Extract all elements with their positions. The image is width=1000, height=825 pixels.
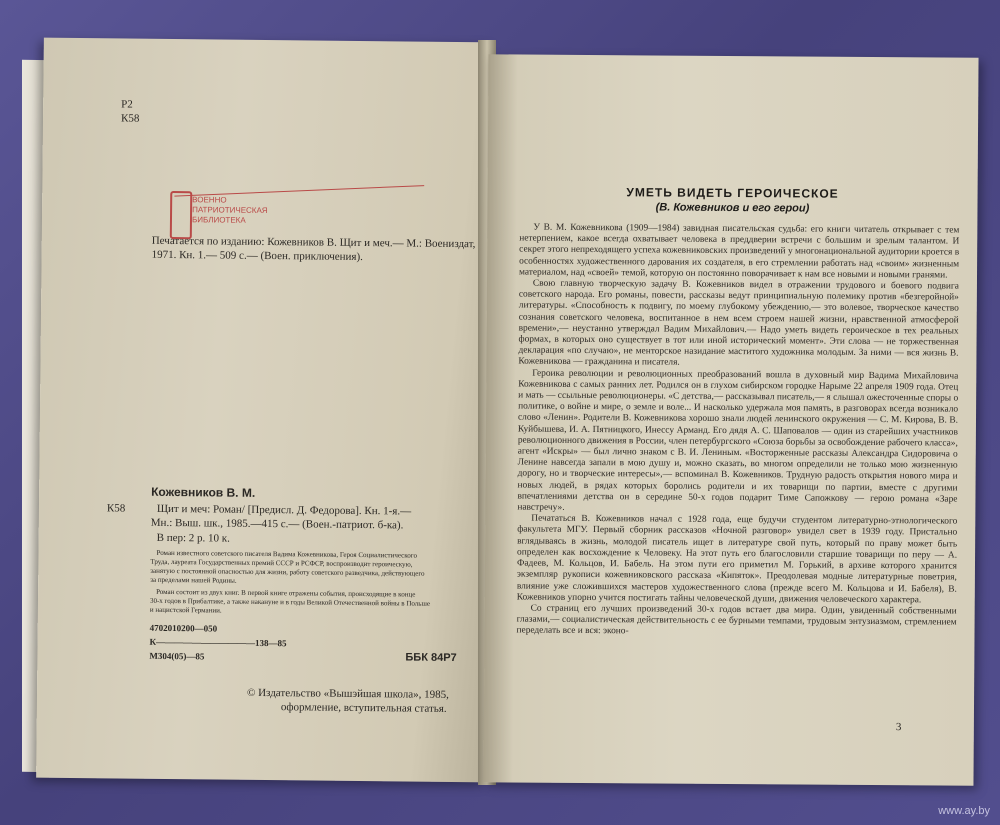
annotation-1: Роман известного советского писателя Вадима Кожевникова, Героя Социалистического: [156, 548, 418, 560]
logo-text-3: БИБЛИОТЕКА: [191, 215, 246, 225]
code-1: 4702010200—050: [149, 622, 218, 634]
annotation-5: Роман состоит из двух книг. В первой книге отражены события, происходящие в конце: [156, 587, 416, 599]
annotation-7: и нацистской Германии.: [149, 605, 222, 615]
index-code: К58: [120, 112, 140, 125]
code-3: М304(05)—85: [149, 650, 205, 662]
logo-badge-icon: [170, 191, 193, 239]
class-code: Р2: [121, 98, 133, 111]
price: В пер: 2 р. 10 к.: [156, 531, 230, 545]
paragraph-2: Свою главную творческую задачу В. Кожевников видел в отражении трудового и боевого подвига советского народа. Его романы, повести, рассказы ведут принципиальную полемику против «безгеройной» литературы. «Способность к подвигу, по моему глубокому убеждению,— это волевое, творческое качество сознания советского человека, воспитанное в нем всем строем нашей жизни, нравственной атмосферой времени»,— неустанно утверждал Вадим Михайлович.— Надо уметь видеть героическое в тех реальных формах, в которых оно существует в тот или иной исторический момент». Эти слова — не торжественная декларация «по случаю», не менторское назидание маститого художника молодым. За ними — вся жизнь В. Кожевникова — гражданина и писателя.: [518, 278, 959, 369]
paragraph-3: Героика революции и революционных преобразований вошла в духовный мир Вадима Михайловича Кожевникова с самых ранних лет. Родился он в глухом сибирском городке Нарыме 22 апреля 1909 года. Отец и мать — ссыльные революционеры. «С детства,— рассказывал писатель,— я слышал ожесточенные споры о политике, о войне и мире, о земле и воле... И насколько удержала моя память, в разговорах всегда возникало слово «Ленин». Родители В. Кожевникова хорошо знали людей ленинского окружения — С. М. Кирова, В. В. Куйбышева, И. А. Пятницкого, Инессу Арманд. Его дядя А. С. Шаповалов — один из старейших участников революционного движения в России, член петербургского «Союза борьбы за освобождение рабочего класса», агент «Искры» — был лично знаком с В. И. Лениным. «Восторженные рассказы Александра Сидоровича о Ленине навсегда запали в мою душу и, можно сказать, во многом определили не только мою жизненную дорогу, но и творческие интересы»,— вспоминал В. Кожевников. Трудную радость открытия нового мира и новых людей, в рядах которых боролись родители и их товарищи по партии, вместе с другими впечатлениями детства он в середине 50-х годов подарит Тиме Сапожкову — герою романа «Заре навстречу».: [517, 368, 959, 513]
body-text: [516, 223, 959, 641]
paragraph-4: Печататься В. Кожевников начал с 1928 года, еще будучи студентом литературно-этнологического факультета МГУ. Первый сборник рассказов «Ночной разговор» увидел свет в 1939 году. Пристально вглядываясь в жизнь, молодой писатель ищет в литературе свой путь, который по праву может быть определен как восхождение к Человеку. На этот путь его благословили старшие товарищи по перу — А. Фадеев, М. Кольцов, И. Бабель. На этом пути его приметил М. Горький, в архиве которого хранится экземпляр рукописи кожевниковского рассказа «Кипяток». Преодолевая модные литературные поветрия, влияние уже сложившихся мастеров художественного слова (прежде всего М. Кольцова и И. Бабеля), В. Кожевников упорно учится постигать тайны человеческой души, движения человеческого характера.: [516, 513, 958, 606]
code-2: К———————————138—85: [149, 636, 287, 649]
copyright-line-2: оформление, вступительная статья.: [280, 701, 447, 715]
logo-text-1: ВОЕННО: [192, 195, 227, 205]
chapter-subtitle: (В. Кожевников и его герои): [655, 201, 810, 215]
chapter-title: УМЕТЬ ВИДЕТЬ ГЕРОИЧЕСКОЕ: [626, 185, 839, 201]
watermark: www.ay.by: [938, 805, 990, 817]
paragraph-1: У В. М. Кожевникова (1909—1984) завидная писательская судьба: его книги читатель открывает с тем нетерпением, какое всегда охватывает человека в преддверии встречи с большим и зрелым талантом. И секрет этого непреходящего успеха кожевниковских произведений у многонациональной аудитории кроется в особенностях художественного дарования их создателя, в его стремлении работать над «своим» жизненным материалом, над «своей» темой, которую он постоянно поворачивает к нам все новыми и новыми гранями.: [518, 222, 960, 281]
annotation-4: за пределами нашей Родины.: [150, 575, 237, 585]
edition-line-2: 1971. Кн. 1.— 509 с.— (Воен. приключения).: [151, 248, 363, 264]
paragraph-5: Со страниц его лучших произведений 30-х годов встает два мира. Один, увиденный собственными глазами,— социалистическая действительность с ее бурными темпами, трудовым энтузиазмом, стремлением переделать все и вся: эконо-: [516, 603, 957, 637]
k58-label: К58: [106, 502, 126, 515]
annotation-6: 30-х годов в Прибалтике, а также накануне и в годы Великой Отечественной войны в Польше: [149, 596, 431, 608]
annotation-3: занятую с постоянной опасностью для жизни, работу советского разведчика, действующего: [150, 566, 425, 578]
left-page: [36, 38, 494, 783]
page-number: 3: [895, 721, 902, 734]
author-heading: Кожевников В. М.: [151, 484, 256, 500]
biblio-line-1: Щит и меч: Роман/ [Предисл. Д. Федорова]. Кн. 1-я.—: [156, 502, 412, 518]
bbk-code: ББК 84Р7: [405, 651, 457, 665]
biblio-line-2: Мн.: Выш. шк., 1985.—415 с.— (Воен.-патриот. б-ка).: [150, 516, 404, 532]
right-page: [483, 54, 978, 785]
edition-line-1: Печатается по изданию: Кожевников В. Щит и меч.— М.: Воениздат,: [151, 234, 476, 251]
annotation-2: Труда, лауреата Государственных премий СССР и РСФСР, воспроизводит героическую,: [150, 557, 413, 569]
copyright-line-1: © Издательство «Вышэйшая школа», 1985,: [246, 686, 449, 701]
logo-text-2: ПАТРИОТИЧЕСКАЯ: [192, 205, 268, 216]
